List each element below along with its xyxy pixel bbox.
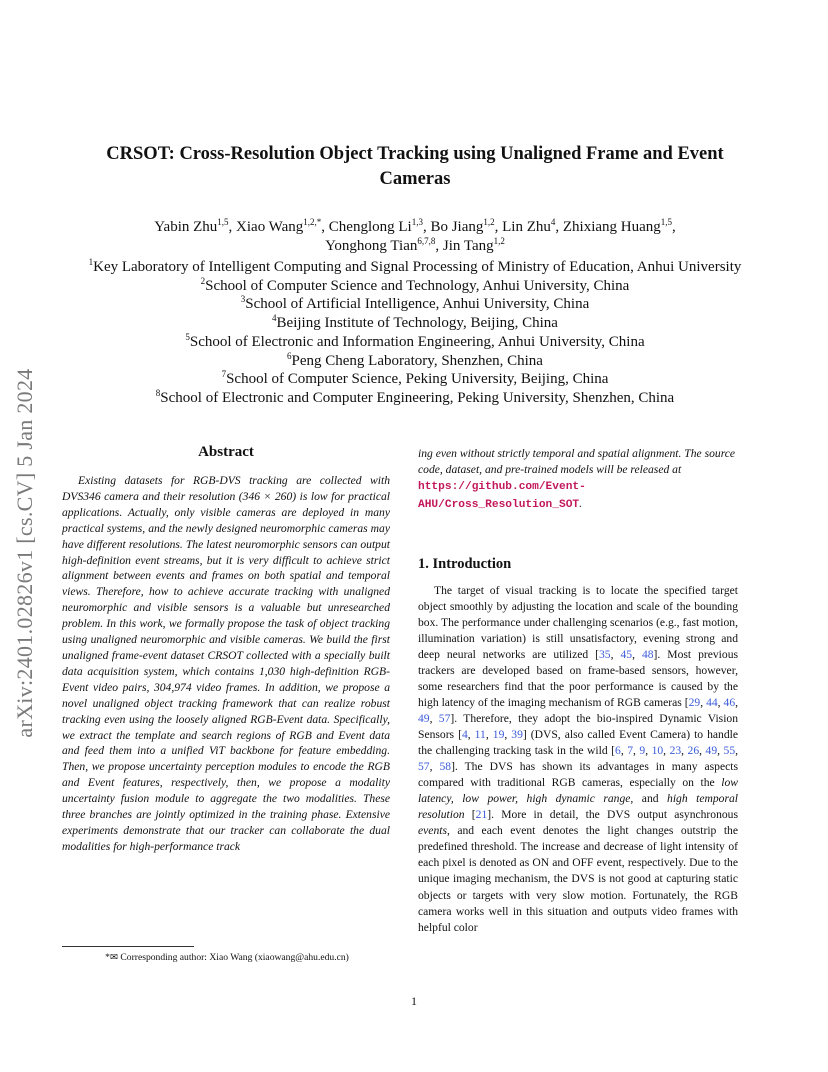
author-affiliation-marker: 1,2 — [493, 235, 505, 246]
citation-link[interactable]: 39 — [511, 728, 523, 742]
citation-link[interactable]: 49 — [705, 744, 718, 758]
affiliation-marker: 6 — [287, 350, 292, 361]
author-affiliation-marker: 4 — [550, 217, 556, 227]
affiliation-marker: 3 — [240, 294, 246, 305]
left-column — [62, 444, 390, 855]
affiliation-line — [60, 295, 770, 314]
footnote-rule — [62, 946, 194, 947]
citation-link[interactable]: 35 — [599, 647, 611, 661]
abstract-heading: Abstract — [198, 444, 254, 460]
author-line: Yonghong Tian$^{6,7,8}$, Jin Tang$^{1,2}$ — [325, 235, 505, 254]
affiliation-line — [60, 370, 770, 389]
paper-title — [70, 142, 760, 192]
citation-link[interactable]: 6 — [615, 744, 621, 758]
author-name: Yabin Zhu — [154, 219, 218, 235]
author-name: Lin Zhu — [502, 219, 551, 235]
citation-link[interactable]: 58 — [439, 760, 452, 774]
author-name: Bo Jiang — [430, 219, 484, 235]
right-column — [418, 446, 738, 936]
emphasized-text: events — [418, 824, 447, 838]
affiliation-marker: 7 — [221, 369, 227, 380]
citation-link[interactable]: 57 — [418, 760, 430, 774]
affiliation-line — [60, 389, 770, 408]
author-affiliation-marker: 1,3 — [411, 217, 423, 227]
emphasized-text: low latency, low power, high dynamic range, — [418, 776, 738, 806]
author-name: Xiao Wang — [236, 219, 304, 235]
author-name: Chenglong Li — [328, 219, 412, 235]
affiliation-line — [60, 333, 770, 352]
author-affiliation-marker: 1,5 — [660, 217, 673, 227]
citation-link[interactable]: 10 — [651, 744, 664, 758]
source-code-link[interactable]: https://github.com/Event-AHU/Cross_Resolution_SOT — [418, 480, 586, 511]
author-list — [60, 218, 770, 255]
citation-link[interactable]: 44 — [706, 695, 718, 709]
arxiv-identifier: arXiv:2401.02826v1 [cs.CV] 5 Jan 2024 — [12, 368, 37, 738]
citation-link[interactable]: 21 — [475, 808, 488, 822]
page-number: 1 — [411, 994, 417, 1008]
affiliation-line — [60, 258, 770, 277]
author-name: Zhixiang Huang — [562, 219, 661, 235]
citation-link[interactable]: 57 — [438, 712, 451, 725]
abstract-body: Existing datasets for RGB-DVS tracking are collected with DVS346 camera and their resolution (346 × 260) is low for practical applications. Actually, only visible cameras are deployed in many practical systems, and the newly designed neuromorphic cameras may have different resolutions. The latest neuromorphic sensors can output high-definition event streams, but it is very difficult to achieve strict alignment between events and frames on both spatial and temporal views. Therefore, how to achieve accurate tracking with unaligned neuromorphic and visible sensors is a valuable but unresearched problem. In this work, we formally propose the task of object tracking using unaligned neuromorphic and visible cameras. We build the first unaligned frame-event dataset CRSOT collected with a specially built data acquisition system, which contains 1,030 high-definition RGB-Event video pairs, 304,974 video frames. In addition, we propose a novel unaligned object tracking framework that can realize robust tracking even using the loosely aligned RGB-Event data. Specifically, we extract the template and search regions of RGB and Event data and feed them into a unified ViT backbone for feature embedding. Then, we propose uncertainty perception modules to encode the RGB and Event features, respectively, then, we propose a modality uncertainty fusion module to aggregate the two modalities. These three branches are jointly optimized in the training phase. Extensive experiments demonstrate that our tracker can collaborate the dual modalities for high-performance track — [62, 474, 390, 853]
affiliation-text: School of Artificial Intelligence, Anhui University, China — [245, 296, 590, 313]
author-affiliation-marker: 1,2 — [483, 217, 495, 227]
section-heading-introduction: 1. Introduction — [418, 555, 512, 572]
citation-link[interactable]: 26 — [687, 744, 700, 758]
citation-link[interactable]: 7 — [627, 744, 633, 758]
author-line: Yabin Zhu$^{1,5}$, Xiao Wang$^{1,2,*}$, Chenglong Li$^{1,3}$, Bo Jiang$^{1,2}$, Lin Zhu$^4$, Zhixiang Huang$^{1,5}$, — [154, 217, 676, 235]
affiliation-text: School of Computer Science, Peking University, Beijing, China — [226, 371, 609, 388]
citation-link[interactable]: 11 — [474, 728, 486, 742]
emphasized-text: high temporal resolution — [418, 792, 738, 822]
citation-link[interactable]: 29 — [688, 695, 701, 709]
citation-link[interactable]: 45 — [620, 647, 633, 661]
title-line-2: Cameras — [379, 169, 451, 189]
author-name: Jin Tang — [442, 237, 494, 254]
abstract-continuation: ing even without strictly temporal and spatial alignment. The source code, dataset, and pre-trained models will be released at https://github.com/Event-AHU/Cross_Resolution_SOT. — [418, 447, 736, 511]
affiliation-line — [60, 314, 770, 333]
affiliation-marker: 1 — [88, 257, 94, 267]
affiliation-marker: 8 — [155, 387, 161, 398]
citation-link[interactable]: 48 — [641, 647, 654, 661]
citation-link[interactable]: 55 — [723, 744, 736, 758]
author-affiliation-marker: 1,2,* — [303, 217, 322, 227]
author-affiliation-marker: 1,5 — [217, 217, 229, 227]
affiliation-text: Beijing Institute of Technology, Beijing, China — [276, 315, 558, 332]
citation-link[interactable]: 49 — [418, 712, 430, 725]
author-name: Yonghong Tian — [325, 237, 418, 254]
citation-link[interactable]: 9 — [639, 744, 646, 758]
citation-link[interactable]: 4 — [461, 728, 468, 742]
citation-link[interactable]: 19 — [492, 728, 505, 742]
affiliation-text: Peng Cheng Laboratory, Shenzhen, China — [291, 352, 543, 369]
citation-link[interactable]: 23 — [669, 744, 682, 758]
affiliation-marker: 4 — [272, 313, 277, 324]
affiliation-text: School of Electronic and Information Engineering, Anhui University, China — [189, 333, 645, 350]
affiliation-line — [60, 277, 770, 296]
author-affiliation-marker: 6,7,8 — [417, 235, 436, 246]
affiliation-line — [60, 352, 770, 371]
affiliation-text: School of Computer Science and Technology, Anhui University, China — [205, 277, 630, 294]
footnote-corresponding-author: *✉ Corresponding author: Xiao Wang (xiaowang@ahu.edu.cn) — [105, 952, 349, 963]
affiliation-marker: 2 — [200, 275, 206, 286]
title-line-1: CRSOT: Cross-Resolution Object Tracking using Unaligned Frame and Event — [106, 144, 724, 164]
affiliation-text: Key Laboratory of Intelligent Computing and Signal Processing of Ministry of Education, Anhui University — [93, 259, 742, 275]
affiliation-marker: 5 — [185, 331, 190, 342]
introduction-body: The target of visual tracking is to locate the specified target object smoothly by adjusting the location and scale of the bounding box. The performance under challenging scenarios (e.g., fast motion, illumination variation) is still unsatisfactory, evening strong and deep neural networks are utilized [35, 45, 48]. Most previous trackers are developed based on frame-based sensors, however, some researchers find that the poor performance is caused by the high latency of the imaging mechanism of RGB cameras [29, 44, 46, 49, 57]. Therefore, they adopt the bio-inspired Dynamic Vision Sensors [4, 11, 19, 39] (DVS, also called Event Camera) to handle the challenging tracking task in the wild [6, 7, 9, 10, 23, 26, 49, 55, 57, 58]. The DVS has shown its advantages in many aspects compared with traditional RGB cameras, especially on the low latency, low power, high dynamic range, and high temporal resolution [21]. More in detail, the DVS output asynchronous events, and each event denotes the light changes outstrip the predefined threshold. The increase and decrease of light intensity of each pixel is denoted as ON and OFF event, respectively. Due to the unique imaging mechanism, the DVS is not good at capturing static objects or targets with very slow motion. Fortunately, the RGB camera works well in this situation and outputs video frames with helpful color — [418, 583, 739, 934]
citation-link[interactable]: 46 — [723, 695, 736, 709]
affiliation-text: School of Electronic and Computer Engineering, Peking University, Shenzhen, China — [160, 389, 675, 406]
